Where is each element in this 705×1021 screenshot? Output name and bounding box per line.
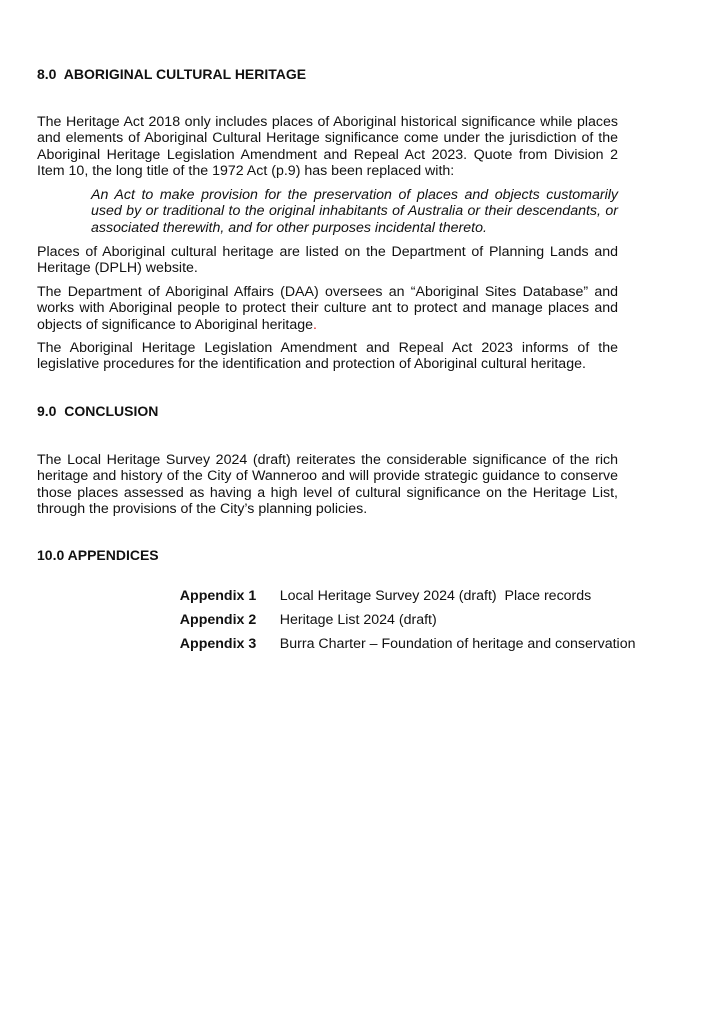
appendix-label: Appendix 3 [179, 636, 257, 652]
paragraph-legislation-procedures: The Aboriginal Heritage Legislation Amendment and Repeal Act 2023 informs of the legislative procedures for the identification and protection of Aboriginal cultural heritage. [37, 340, 618, 373]
appendix-label: Appendix 2 [179, 612, 257, 628]
section-heading-aboriginal-cultural-heritage: 8.0 ABORIGINAL CULTURAL HERITAGE [37, 66, 307, 82]
appendix-description: Burra Charter – Foundation of heritage and conservation [279, 636, 636, 652]
paragraph-daa-text: The Department of Aboriginal Affairs (DAA) oversees an “Aboriginal Sites Database” and works with Aboriginal people to protect their culture ant to protect and manage places and objects of significance to Aboriginal heritage [37, 284, 618, 333]
paragraph-conclusion: The Local Heritage Survey 2024 (draft) reiterates the considerable significance of the rich heritage and history of the City of Wanneroo and will provide strategic guidance to conserve those places assessed as having a high level of cultural significance on the Heritage List, through the provisions of the City’s planning policies. [37, 452, 618, 517]
paragraph-dplh-listing: Places of Aboriginal cultural heritage are listed on the Department of Planning Lands and Heritage (DPLH) website. [37, 244, 618, 277]
appendix-description: Local Heritage Survey 2024 (draft) Place records [279, 588, 592, 604]
paragraph-heritage-act: The Heritage Act 2018 only includes places of Aboriginal historical significance while places and elements of Aboriginal Cultural Heritage significance come under the jurisdiction of the Aboriginal Heritage Legislation Amendment and Repeal Act 2023. Quote from Division 2 Item 10, the long title of the 1972 Act (p.9) has been replaced with: [37, 114, 618, 179]
appendix-label: Appendix 1 [179, 588, 257, 604]
appendix-description: Heritage List 2024 (draft) [279, 612, 437, 628]
appendix-row [164, 619, 635, 670]
red-period-mark: . [313, 316, 317, 333]
section-heading-appendices: 10.0 APPENDICES [37, 547, 159, 563]
paragraph-daa-database [37, 284, 618, 333]
quote-act-long-title: An Act to make provision for the preservation of places and objects customarily used by or traditional to the original inhabitants of Australia or their descendants, or associated therewith, and for other purposes incidental thereto. [91, 187, 618, 236]
section-heading-conclusion: 9.0 CONCLUSION [37, 403, 159, 419]
